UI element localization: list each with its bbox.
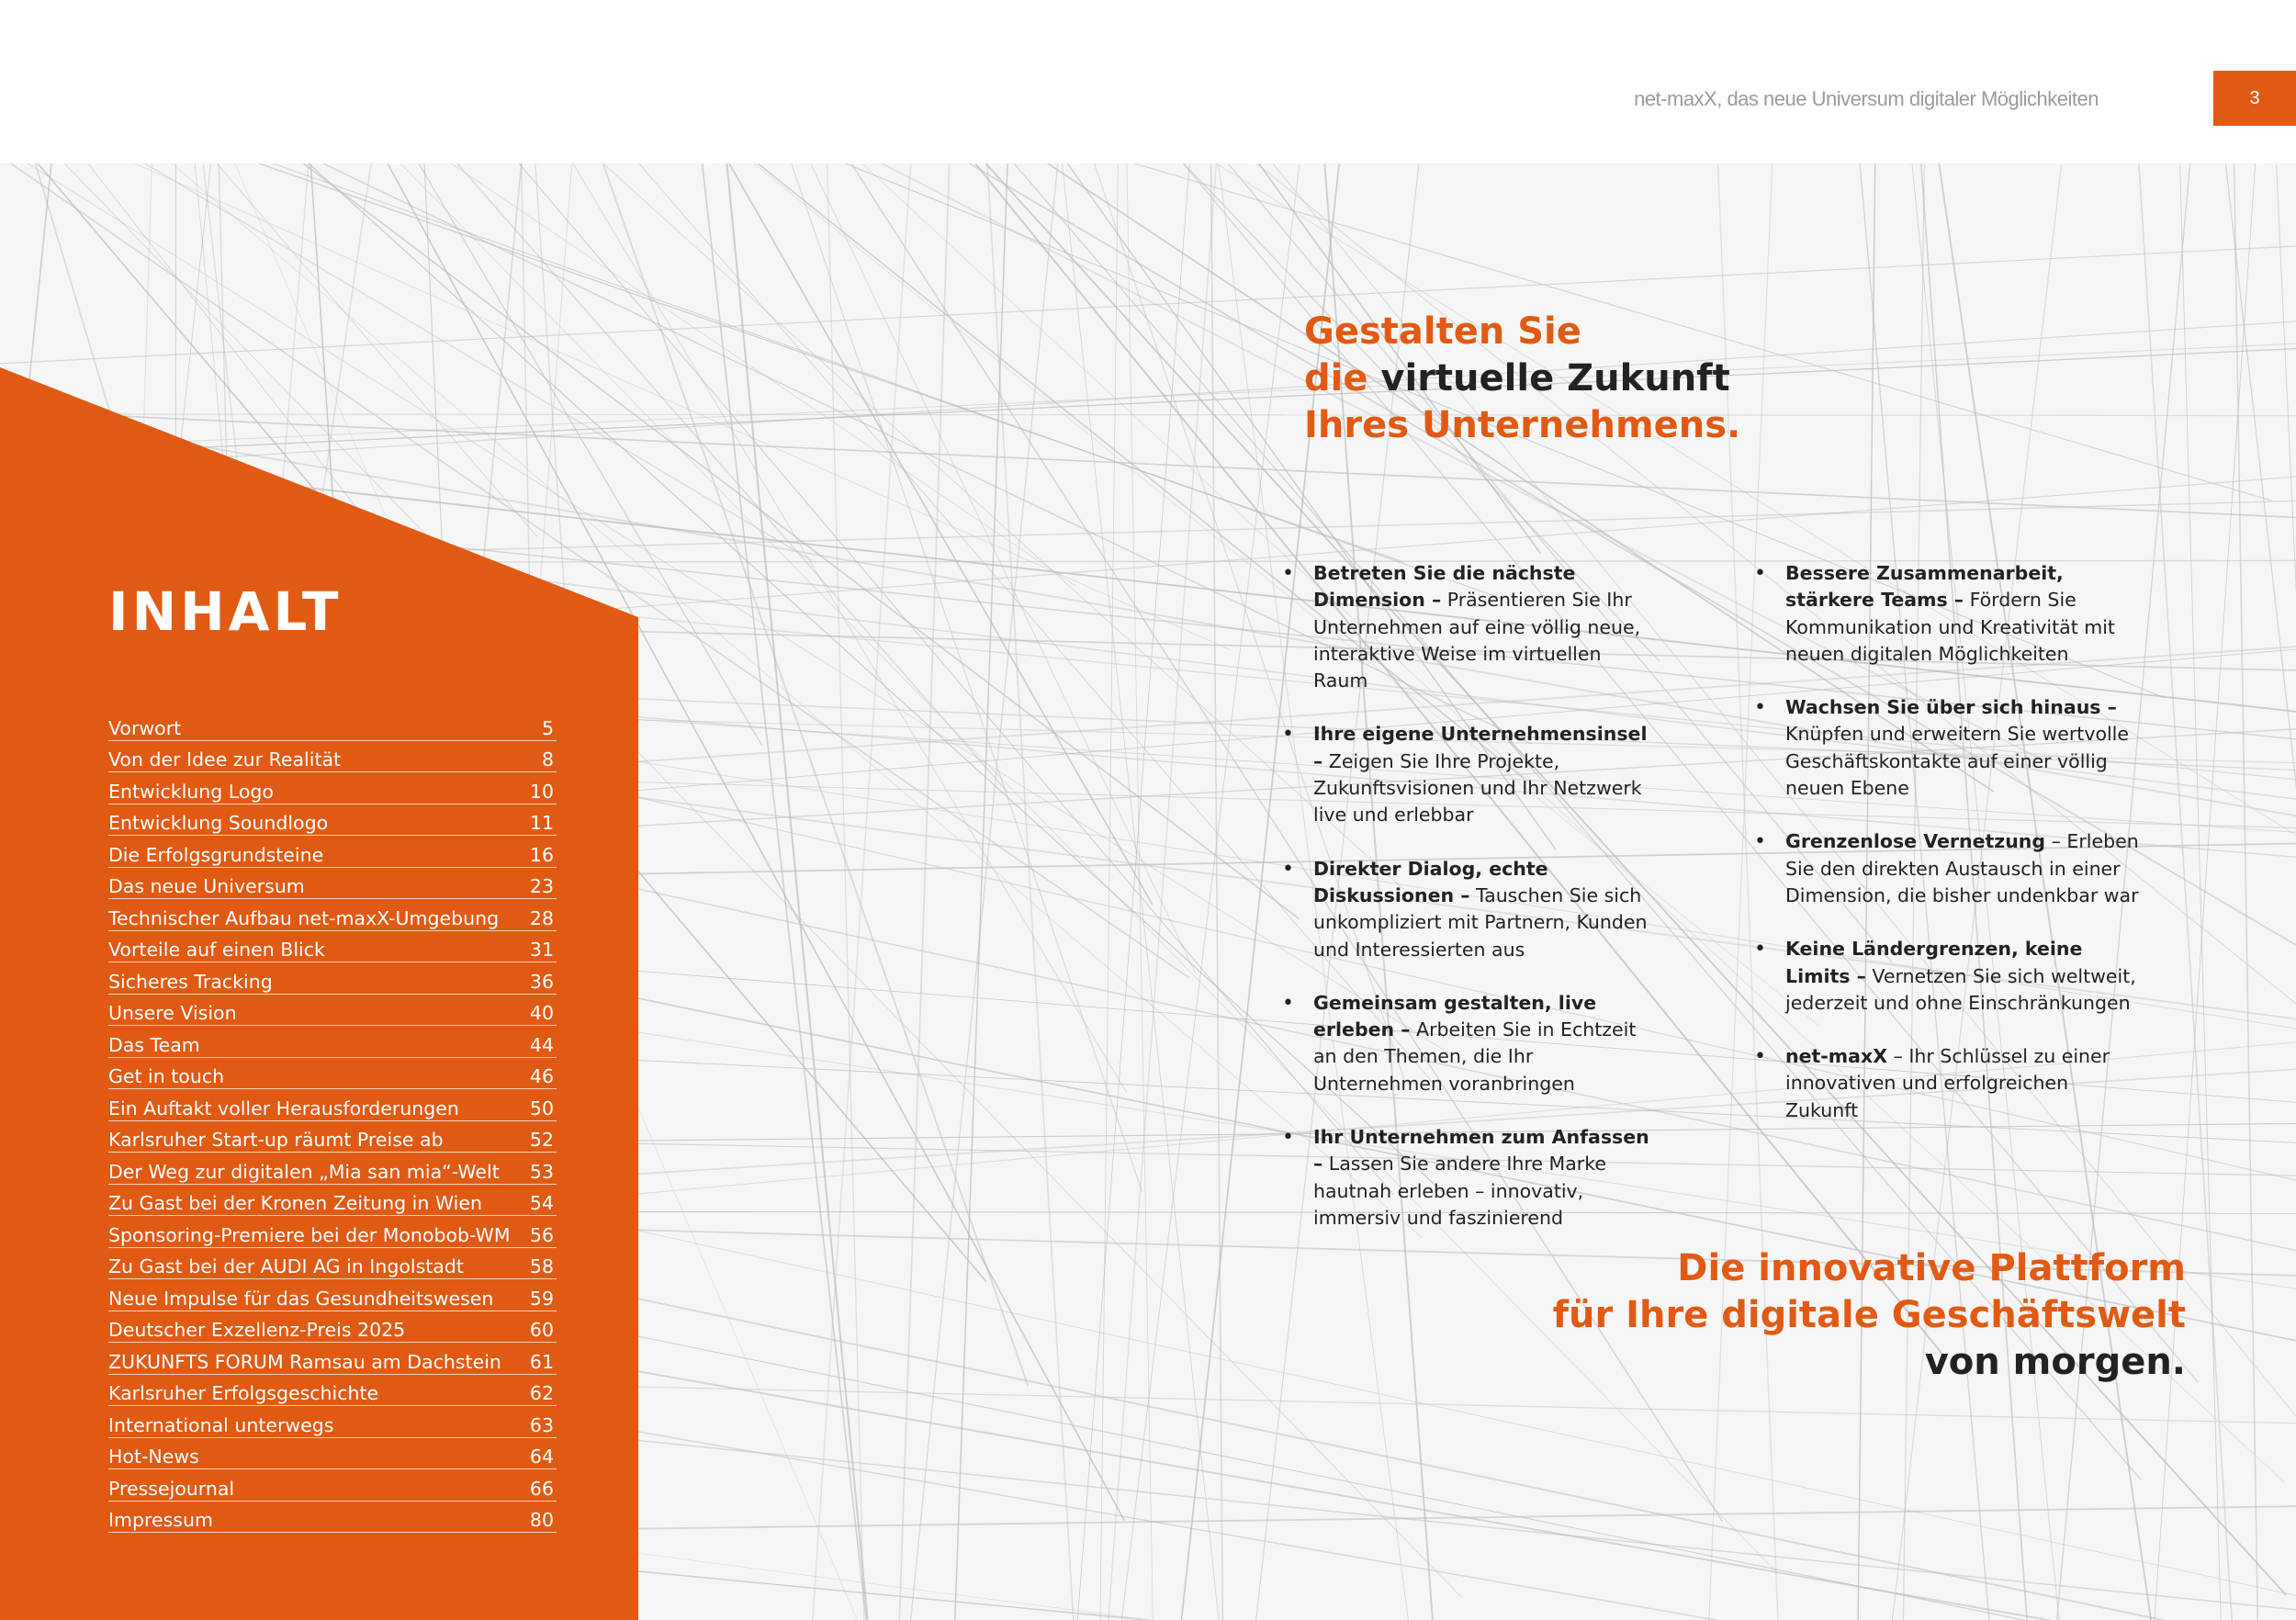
benefit-text: – Ihr Schlüssel zu einer innovativen und erfolgreichen Zukunft xyxy=(1785,1045,2110,1121)
toc-item-page: 50 xyxy=(529,1097,554,1119)
toc-item-page: 53 xyxy=(529,1160,554,1183)
toc-item[interactable] xyxy=(108,962,557,995)
toc-item[interactable] xyxy=(108,1311,557,1344)
benefit-text: Lassen Sie andere Ihre Marke hautnah erleben – innovativ, immersiv und faszinierend xyxy=(1313,1153,1606,1229)
benefit-heading: Ihre eigene Unternehmensinsel – xyxy=(1313,723,1648,772)
benefit-heading: Betreten Sie die nächste Dimension – xyxy=(1313,562,1576,612)
toc-item[interactable] xyxy=(108,1343,557,1375)
tagline-line-2: für Ihre digitale Geschäftswelt xyxy=(1552,1294,2186,1336)
headline-line-1: Gestalten Sie xyxy=(1304,310,1581,353)
toc-item-page: 60 xyxy=(529,1319,554,1341)
toc-item-page: 36 xyxy=(529,970,554,993)
page-number: 3 xyxy=(2213,71,2296,126)
benefit-item xyxy=(1282,721,1659,828)
toc-item-label: Deutscher Exzellenz-Preis 2025 xyxy=(108,1319,406,1341)
toc-item[interactable] xyxy=(108,709,557,741)
tagline-line-3: von morgen. xyxy=(1924,1341,2186,1383)
benefit-text: Arbeiten Sie in Echtzeit an den Themen, die Ihr Unternehmen voranbringen xyxy=(1313,1018,1637,1095)
tagline xyxy=(1553,1245,2186,1386)
toc-item-page: 52 xyxy=(529,1129,554,1151)
toc-item-label: Neue Impulse für das Gesundheitswesen xyxy=(108,1287,494,1310)
toc-item[interactable] xyxy=(108,1026,557,1058)
headline-line-2 xyxy=(1304,355,1740,402)
toc-item-label: Die Erfolgsgrundsteine xyxy=(108,843,324,866)
toc-item-page: 54 xyxy=(529,1192,554,1214)
toc-item[interactable] xyxy=(108,1375,557,1407)
toc-item-label: Sponsoring-Premiere bei der Monobob-WM xyxy=(108,1223,511,1246)
toc-item-label: Pressejournal xyxy=(108,1477,235,1500)
toc-item[interactable] xyxy=(108,1248,557,1280)
benefit-item xyxy=(1754,694,2140,802)
toc-item[interactable] xyxy=(108,1153,557,1185)
toc-item[interactable] xyxy=(108,931,557,963)
benefit-item xyxy=(1282,560,1659,694)
benefit-heading: Keine Ländergrenzen, keine Limits – xyxy=(1785,938,2083,987)
toc-item-label: Get in touch xyxy=(108,1065,225,1087)
toc-item-page: 23 xyxy=(529,875,554,897)
toc-item-page: 61 xyxy=(529,1350,554,1373)
toc-item-page: 46 xyxy=(529,1065,554,1087)
toc-item[interactable] xyxy=(108,1121,557,1153)
toc-item-page: 28 xyxy=(529,906,554,929)
toc-item[interactable] xyxy=(108,772,557,804)
benefit-item xyxy=(1282,990,1659,1097)
toc-item[interactable] xyxy=(108,804,557,837)
toc-item-label: Das neue Universum xyxy=(108,875,305,897)
toc-item-page: 16 xyxy=(529,843,554,866)
toc-item-page: 62 xyxy=(529,1382,554,1404)
benefit-heading: Gemeinsam gestalten, live erleben – xyxy=(1313,991,1597,1041)
benefits-list-right xyxy=(1754,560,2140,1151)
toc-item-page: 31 xyxy=(529,939,554,961)
toc-item[interactable] xyxy=(108,1216,557,1248)
benefit-text: Zeigen Sie Ihre Projekte, Zukunftsvisionen und Ihr Netzwerk live und erlebbar xyxy=(1313,749,1642,827)
toc-item-label: ZUKUNFTS FORUM Ramsau am Dachstein xyxy=(108,1350,501,1373)
toc-item-page: 63 xyxy=(529,1413,554,1436)
benefit-heading: Grenzenlose Vernetzung xyxy=(1785,830,2046,853)
benefit-item xyxy=(1754,936,2140,1017)
toc-title: INHALT xyxy=(108,580,343,643)
toc-item[interactable] xyxy=(108,1469,557,1502)
benefit-heading: Ihr Unternehmen zum Anfassen – xyxy=(1313,1126,1649,1176)
toc-item[interactable] xyxy=(108,868,557,900)
toc-item-label: Technischer Aufbau net-maxX-Umgebung xyxy=(108,906,500,929)
benefit-text: Präsentieren Sie Ihr Unternehmen auf eine völlig neue, interaktive Weise im virtuellen Raum xyxy=(1313,589,1641,692)
toc-item-label: Sicheres Tracking xyxy=(108,970,273,993)
tagline-line-1: Die innovative Plattform xyxy=(1677,1247,2186,1289)
toc-item-page: 40 xyxy=(529,1002,554,1024)
toc-item-page: 64 xyxy=(529,1446,554,1468)
toc-item[interactable] xyxy=(108,741,557,773)
toc-item-label: Karlsruher Start-up räumt Preise ab xyxy=(108,1129,444,1151)
toc-item-page: 59 xyxy=(529,1287,554,1310)
benefit-item xyxy=(1754,560,2140,668)
toc-item[interactable] xyxy=(108,1438,557,1470)
benefit-heading: Direkter Dialog, echte Diskussionen – xyxy=(1313,857,1548,906)
toc-item-page: 11 xyxy=(529,812,554,834)
toc-item-page: 58 xyxy=(529,1255,554,1277)
toc-item-page: 10 xyxy=(529,780,554,803)
running-title: net-maxX, das neue Universum digitaler Möglichkeiten xyxy=(1634,87,2099,110)
toc-item-label: Das Team xyxy=(108,1033,200,1056)
toc-item-label: Impressum xyxy=(108,1509,213,1531)
headline xyxy=(1304,309,1740,449)
toc-item-label: Vorwort xyxy=(108,716,182,739)
toc-item-page: 66 xyxy=(529,1477,554,1500)
benefit-text: Tauschen Sie sich unkompliziert mit Partnern, Kunden und Interessierten aus xyxy=(1313,883,1648,961)
benefit-heading: net-maxX xyxy=(1785,1045,1888,1068)
toc-item-page: 80 xyxy=(529,1509,554,1531)
benefit-heading: Wachsen Sie über sich hinaus – xyxy=(1785,696,2117,719)
benefit-item xyxy=(1282,856,1659,963)
toc-item-label: Von der Idee zur Realität xyxy=(108,748,342,771)
benefit-text: – Erleben Sie den direkten Austausch in einer Dimension, die bisher undenkbar war xyxy=(1785,830,2139,906)
toc-item[interactable] xyxy=(108,836,557,868)
toc-item-label: Vorteile auf einen Blick xyxy=(108,939,325,961)
toc-item-label: International unterwegs xyxy=(108,1413,334,1436)
toc-item-label: Entwicklung Logo xyxy=(108,780,274,803)
toc-item-label: Der Weg zur digitalen „Mia san mia“-Welt xyxy=(108,1160,500,1183)
toc-item[interactable] xyxy=(108,1502,557,1534)
toc-item[interactable] xyxy=(108,899,557,931)
headline-line-2-dark: virtuelle Zukunft xyxy=(1380,357,1730,399)
toc-item-label: Hot-News xyxy=(108,1446,199,1468)
toc-item[interactable] xyxy=(108,1185,557,1217)
benefit-text: Fördern Sie Kommunikation und Kreativität mit neuen digitalen Möglichkeiten xyxy=(1785,589,2115,665)
toc-item[interactable] xyxy=(108,1279,557,1311)
toc-item-label: Zu Gast bei der AUDI AG in Ingolstadt xyxy=(108,1255,464,1277)
toc-item-label: Entwicklung Soundlogo xyxy=(108,812,329,834)
toc-item-label: Ein Auftakt voller Herausforderungen xyxy=(108,1097,459,1119)
toc-item-page: 5 xyxy=(541,716,554,739)
table-of-contents xyxy=(108,709,557,1533)
benefit-item xyxy=(1282,1124,1659,1232)
benefit-heading: Bessere Zusammenarbeit, stärkere Teams – xyxy=(1785,562,2064,612)
benefit-text: Vernetzen Sie sich weltweit, jederzeit und ohne Einschränkungen xyxy=(1785,964,2136,1014)
headline-line-3: Ihres Unternehmens. xyxy=(1304,404,1741,446)
benefit-item xyxy=(1754,828,2140,909)
toc-item-page: 56 xyxy=(529,1223,554,1246)
benefit-item xyxy=(1754,1043,2140,1124)
benefit-text: Knüpfen und erweitern Sie wertvolle Geschäftskontakte auf einer völlig neuen Ebene xyxy=(1785,723,2129,800)
toc-item-page: 44 xyxy=(529,1033,554,1056)
toc-item-label: Zu Gast bei der Kronen Zeitung in Wien xyxy=(108,1192,482,1214)
toc-item-label: Karlsruher Erfolgsgeschichte xyxy=(108,1382,379,1404)
toc-item-page: 8 xyxy=(541,748,554,771)
toc-item-label: Unsere Vision xyxy=(108,1002,237,1024)
headline-line-2-accent: die xyxy=(1304,357,1368,399)
toc-item[interactable] xyxy=(108,995,557,1027)
toc-item[interactable] xyxy=(108,1406,557,1438)
benefits-list-left xyxy=(1282,560,1659,1258)
toc-item[interactable] xyxy=(108,1058,557,1090)
toc-item[interactable] xyxy=(108,1089,557,1121)
